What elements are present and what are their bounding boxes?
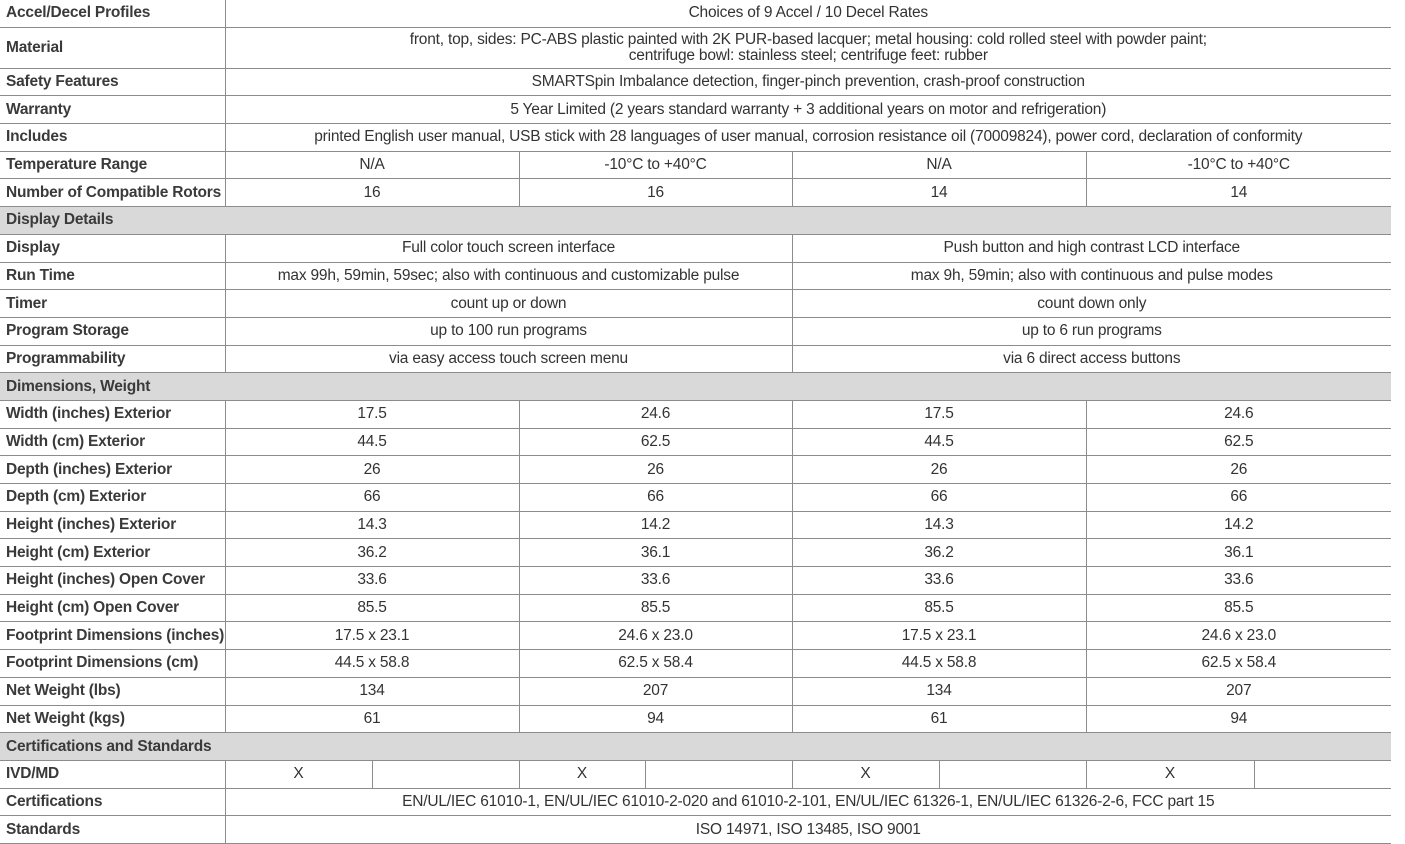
spec-value: 16	[519, 179, 792, 207]
spec-row	[0, 262, 1391, 290]
spec-value: 62.5 x 58.4	[1086, 650, 1391, 678]
spec-value: 44.5	[225, 428, 519, 456]
spec-value: 66	[225, 484, 519, 512]
spec-value: 14.3	[792, 511, 1086, 539]
spec-value: -10°C to +40°C	[519, 151, 792, 179]
row-label: Width (cm) Exterior	[0, 428, 225, 456]
row-label: Height (cm) Open Cover	[0, 594, 225, 622]
row-label: Includes	[0, 124, 225, 152]
spec-value: 62.5	[519, 428, 792, 456]
row-label: Certifications	[0, 788, 225, 816]
spec-value: 62.5	[1086, 428, 1391, 456]
spec-value: 36.2	[792, 539, 1086, 567]
spec-value: 36.1	[1086, 539, 1391, 567]
section-header-row	[0, 207, 1391, 235]
spec-value: 207	[519, 677, 792, 705]
spec-value: 44.5 x 58.8	[225, 650, 519, 678]
spec-value: 26	[225, 456, 519, 484]
spec-check: X	[1086, 760, 1254, 788]
spec-value: 16	[225, 179, 519, 207]
row-label: Footprint Dimensions (inches)	[0, 622, 225, 650]
spec-value: Choices of 9 Accel / 10 Decel Rates	[225, 0, 1391, 27]
spec-check: X	[792, 760, 939, 788]
spec-value: 14	[1086, 179, 1391, 207]
spec-row	[0, 650, 1391, 678]
spec-value-line: centrifuge bowl: stainless steel; centrifuge feet: rubber	[628, 46, 988, 64]
spec-value	[225, 27, 1391, 68]
spec-value: 36.1	[519, 539, 792, 567]
spec-check	[939, 760, 1086, 788]
spec-value: up to 100 run programs	[225, 317, 792, 345]
spec-value: max 99h, 59min, 59sec; also with continuous and customizable pulse	[225, 262, 792, 290]
row-label: Depth (cm) Exterior	[0, 484, 225, 512]
row-label: Height (cm) Exterior	[0, 539, 225, 567]
row-label: Material	[0, 27, 225, 68]
spec-value: 14.3	[225, 511, 519, 539]
spec-value: 94	[519, 705, 792, 733]
spec-check	[372, 760, 519, 788]
spec-value: 85.5	[1086, 594, 1391, 622]
row-label: Standards	[0, 816, 225, 844]
spec-value: 61	[792, 705, 1086, 733]
row-label: Depth (inches) Exterior	[0, 456, 225, 484]
spec-value: 17.5	[792, 400, 1086, 428]
spec-value: 66	[792, 484, 1086, 512]
row-label: Temperature Range	[0, 151, 225, 179]
spec-value: 17.5	[225, 400, 519, 428]
spec-value: 85.5	[225, 594, 519, 622]
row-label: Footprint Dimensions (cm)	[0, 650, 225, 678]
spec-value: 66	[519, 484, 792, 512]
spec-value: N/A	[225, 151, 519, 179]
spec-value: 17.5 x 23.1	[792, 622, 1086, 650]
spec-value: 26	[519, 456, 792, 484]
row-label: Safety Features	[0, 68, 225, 96]
spec-row	[0, 290, 1391, 318]
spec-value: 24.6 x 23.0	[1086, 622, 1391, 650]
spec-value: 33.6	[225, 567, 519, 595]
row-label: IVD/MD	[0, 760, 225, 788]
spec-row	[0, 151, 1391, 179]
spec-value: Full color touch screen interface	[225, 234, 792, 262]
spec-value: 207	[1086, 677, 1391, 705]
spec-row	[0, 317, 1391, 345]
spec-value: 24.6 x 23.0	[519, 622, 792, 650]
spec-value: 26	[1086, 456, 1391, 484]
spec-value: 33.6	[1086, 567, 1391, 595]
spec-check	[1254, 760, 1391, 788]
row-label: Height (inches) Exterior	[0, 511, 225, 539]
spec-row	[0, 567, 1391, 595]
row-label: Run Time	[0, 262, 225, 290]
section-title: Dimensions, Weight	[0, 373, 1391, 401]
section-header-row	[0, 733, 1391, 761]
spec-value: 66	[1086, 484, 1391, 512]
spec-value: -10°C to +40°C	[1086, 151, 1391, 179]
spec-value: 14.2	[519, 511, 792, 539]
row-label: Accel/Decel Profiles	[0, 0, 225, 27]
spec-value: 134	[792, 677, 1086, 705]
spec-row	[0, 622, 1391, 650]
spec-check: X	[225, 760, 372, 788]
spec-value: EN/UL/IEC 61010-1, EN/UL/IEC 61010-2-020 and 61010-2-101, EN/UL/IEC 61326-1, EN/UL/IEC 61326-2-6, FCC part 15	[225, 788, 1391, 816]
spec-value: Push button and high contrast LCD interface	[792, 234, 1391, 262]
spec-value: 24.6	[519, 400, 792, 428]
spec-value: 33.6	[519, 567, 792, 595]
spec-value: 44.5 x 58.8	[792, 650, 1086, 678]
spec-row	[0, 705, 1391, 733]
section-title: Certifications and Standards	[0, 733, 1391, 761]
spec-value: 61	[225, 705, 519, 733]
spec-check: X	[519, 760, 645, 788]
spec-value: N/A	[792, 151, 1086, 179]
row-label: Number of Compatible Rotors	[0, 179, 225, 207]
spec-row	[0, 816, 1391, 844]
row-label: Net Weight (lbs)	[0, 677, 225, 705]
spec-value: 36.2	[225, 539, 519, 567]
row-label: Program Storage	[0, 317, 225, 345]
row-label: Height (inches) Open Cover	[0, 567, 225, 595]
spec-value: count down only	[792, 290, 1391, 318]
spec-row	[0, 400, 1391, 428]
spec-value: 5 Year Limited (2 years standard warranty + 3 additional years on motor and refrigeration)	[225, 96, 1391, 124]
spec-value: 94	[1086, 705, 1391, 733]
spec-row	[0, 484, 1391, 512]
spec-value: 85.5	[519, 594, 792, 622]
spec-value: max 9h, 59min; also with continuous and pulse modes	[792, 262, 1391, 290]
spec-row	[0, 68, 1391, 96]
spec-value: 14.2	[1086, 511, 1391, 539]
spec-row	[0, 594, 1391, 622]
spec-value-line: front, top, sides: PC-ABS plastic painted with 2K PUR-based lacquer; metal housing: cold rolled steel with powder paint;	[409, 30, 1207, 48]
spec-row	[0, 788, 1391, 816]
spec-row	[0, 0, 1391, 27]
spec-value: via 6 direct access buttons	[792, 345, 1391, 373]
spec-row	[0, 760, 1391, 788]
spec-value: ISO 14971, ISO 13485, ISO 9001	[225, 816, 1391, 844]
row-label: Timer	[0, 290, 225, 318]
spec-row	[0, 456, 1391, 484]
spec-value: count up or down	[225, 290, 792, 318]
spec-row	[0, 124, 1391, 152]
spec-value: 44.5	[792, 428, 1086, 456]
spec-value: 24.6	[1086, 400, 1391, 428]
spec-row	[0, 428, 1391, 456]
row-label: Programmability	[0, 345, 225, 373]
spec-row	[0, 27, 1391, 68]
spec-row	[0, 96, 1391, 124]
spec-row	[0, 677, 1391, 705]
spec-value: 17.5 x 23.1	[225, 622, 519, 650]
spec-value: via easy access touch screen menu	[225, 345, 792, 373]
section-title: Display Details	[0, 207, 1391, 235]
spec-row	[0, 345, 1391, 373]
spec-value: up to 6 run programs	[792, 317, 1391, 345]
spec-value: 62.5 x 58.4	[519, 650, 792, 678]
spec-row	[0, 179, 1391, 207]
spec-value: 85.5	[792, 594, 1086, 622]
row-label: Width (inches) Exterior	[0, 400, 225, 428]
spec-value: 14	[792, 179, 1086, 207]
row-label: Warranty	[0, 96, 225, 124]
spec-row	[0, 511, 1391, 539]
spec-value: printed English user manual, USB stick with 28 languages of user manual, corrosion resistance oil (70009824), power cord, declaration of conformity	[225, 124, 1391, 152]
spec-value: 134	[225, 677, 519, 705]
spec-row	[0, 234, 1391, 262]
section-header-row	[0, 373, 1391, 401]
row-label: Display	[0, 234, 225, 262]
spec-value: SMARTSpin Imbalance detection, finger-pinch prevention, crash-proof construction	[225, 68, 1391, 96]
spec-value: 33.6	[792, 567, 1086, 595]
spec-row	[0, 539, 1391, 567]
spec-check	[645, 760, 792, 788]
row-label: Net Weight (kgs)	[0, 705, 225, 733]
spec-value: 26	[792, 456, 1086, 484]
